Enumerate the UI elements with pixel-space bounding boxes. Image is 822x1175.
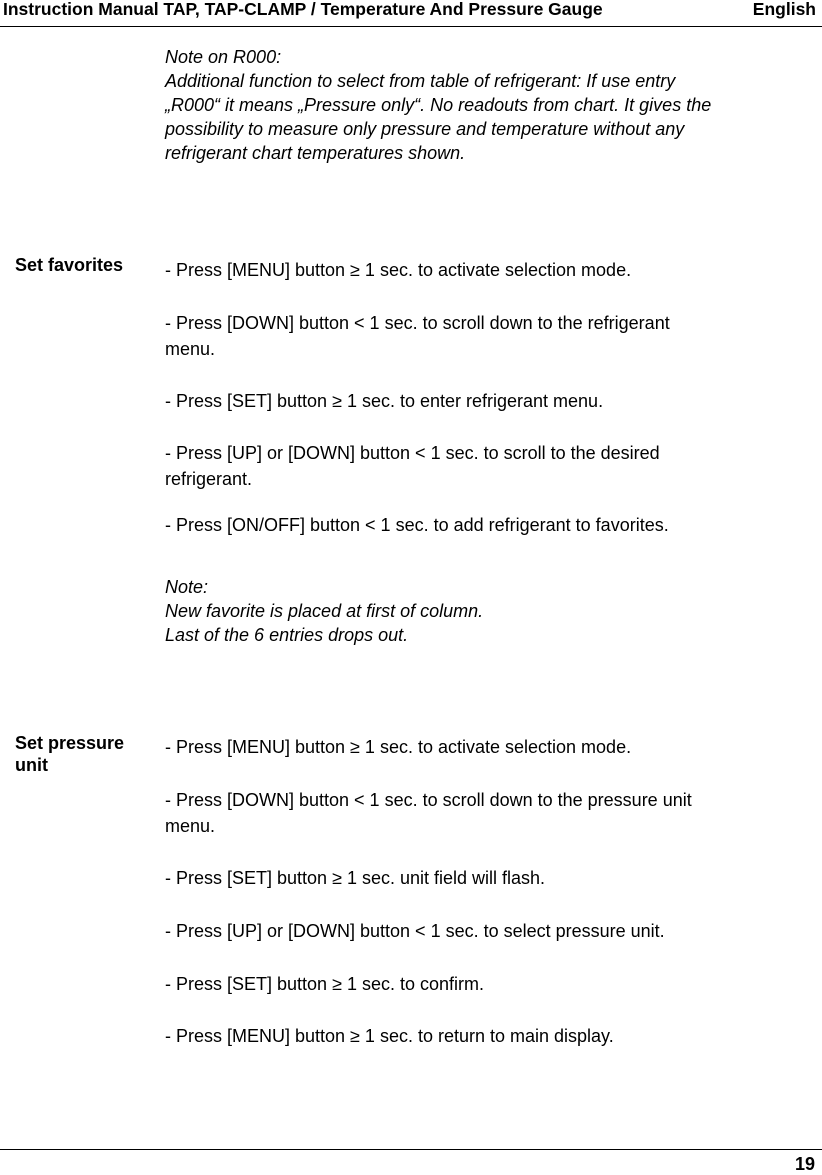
pressure-step-1 [165, 734, 805, 760]
step-text: - Press [SET] button ≥ 1 sec. to enter refrigerant menu. [165, 391, 604, 411]
note-line: New favorite is placed at first of column. [165, 601, 484, 621]
page-number: 19 [794, 1154, 815, 1174]
favorites-step-1 [165, 257, 805, 283]
step-text: - Press [SET] button ≥ 1 sec. unit field will flash. [165, 868, 546, 888]
page-header [0, 0, 822, 27]
note-line: Note: [165, 577, 209, 597]
step-text: - Press [SET] button ≥ 1 sec. to confirm. [165, 974, 484, 994]
set-pressure-unit-heading [15, 732, 150, 776]
pressure-step-5 [165, 971, 805, 997]
step-text: refrigerant. [165, 469, 253, 489]
step-text: - Press [MENU] button ≥ 1 sec. to activate selection mode. [165, 260, 632, 280]
heading-line: unit [15, 755, 48, 775]
note-line: „R000“ it means „Pressure only“. No readouts from chart. It gives the [165, 95, 712, 115]
step-text: - Press [ON/OFF] button < 1 sec. to add refrigerant to favorites. [165, 515, 669, 535]
language-label: English [752, 0, 816, 19]
note-line: refrigerant chart temperatures shown. [165, 143, 466, 163]
favorites-note [165, 575, 810, 647]
manual-title: Instruction Manual TAP, TAP-CLAMP / Temperature And Pressure Gauge [3, 0, 603, 19]
page-footer [0, 1149, 822, 1174]
step-text: - Press [MENU] button ≥ 1 sec. to activate selection mode. [165, 737, 632, 757]
step-text: menu. [165, 816, 216, 836]
pressure-step-4 [165, 918, 805, 944]
pressure-step-6 [165, 1023, 805, 1049]
set-favorites-heading: Set favorites [15, 255, 124, 275]
favorites-step-5 [165, 512, 805, 538]
step-text: - Press [UP] or [DOWN] button < 1 sec. to select pressure unit. [165, 921, 665, 941]
step-text: menu. [165, 339, 216, 359]
step-text: - Press [MENU] button ≥ 1 sec. to return to main display. [165, 1026, 614, 1046]
pressure-step-2 [165, 787, 805, 839]
step-text: - Press [DOWN] button < 1 sec. to scroll down to the pressure unit [165, 790, 692, 810]
pressure-step-3 [165, 865, 805, 891]
note-line: possibility to measure only pressure and temperature without any [165, 119, 685, 139]
favorites-step-2 [165, 310, 805, 362]
note-line: Additional function to select from table of refrigerant: If use entry [165, 71, 676, 91]
favorites-step-3 [165, 388, 805, 414]
r000-note [165, 45, 810, 165]
heading-line: Set pressure [15, 733, 125, 753]
note-line: Last of the 6 entries drops out. [165, 625, 409, 645]
step-text: - Press [DOWN] button < 1 sec. to scroll down to the refrigerant [165, 313, 670, 333]
step-text: - Press [UP] or [DOWN] button < 1 sec. to scroll to the desired [165, 443, 660, 463]
note-line: Note on R000: [165, 47, 282, 67]
favorites-step-4 [165, 440, 805, 492]
